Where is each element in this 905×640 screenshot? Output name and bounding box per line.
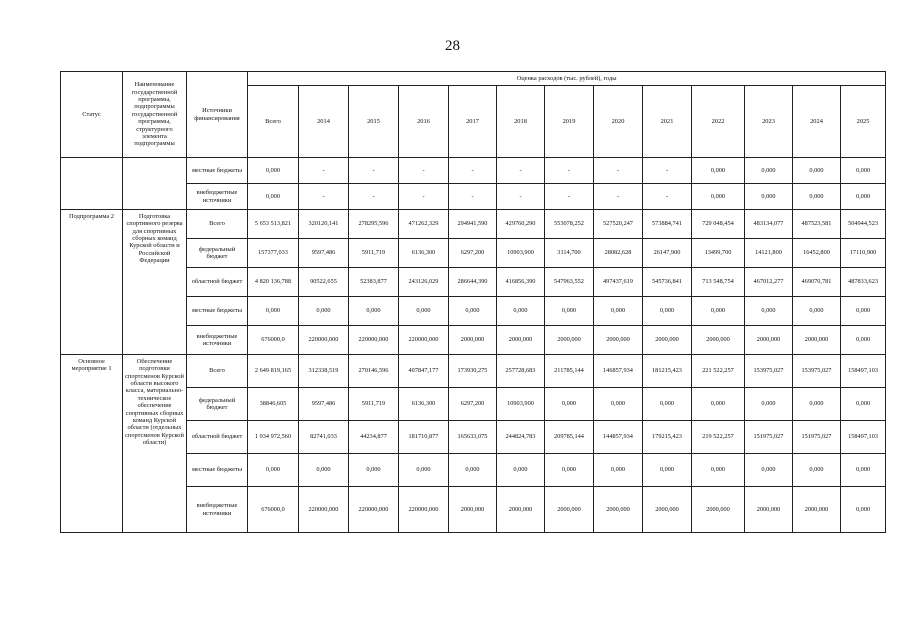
- value-cell: 151975,027: [793, 421, 841, 454]
- value-cell: 2000,000: [745, 487, 793, 533]
- value-cell: 90522,655: [299, 268, 349, 297]
- value-cell: 52383,877: [349, 268, 399, 297]
- value-cell: 0,000: [594, 454, 643, 487]
- value-cell: 0,000: [841, 388, 886, 421]
- value-cell: -: [545, 184, 594, 210]
- value-cell: 294941,590: [449, 210, 497, 239]
- funding-source: федеральный бюджет: [187, 239, 248, 268]
- value-cell: 26147,900: [643, 239, 692, 268]
- value-cell: 6136,300: [399, 239, 449, 268]
- funding-source: местные бюджеты: [187, 454, 248, 487]
- value-cell: 0,000: [497, 297, 545, 326]
- value-cell: 0,000: [594, 297, 643, 326]
- value-cell: -: [349, 158, 399, 184]
- value-cell: 469070,781: [793, 268, 841, 297]
- funding-source: федеральный бюджет: [187, 388, 248, 421]
- value-cell: 0,000: [449, 454, 497, 487]
- value-cell: -: [594, 158, 643, 184]
- value-cell: 0,000: [497, 454, 545, 487]
- expenditure-table: [60, 71, 886, 533]
- value-cell: 0,000: [692, 184, 745, 210]
- value-cell: 5 653 513,821: [248, 210, 299, 239]
- header-year-2020: 2020: [594, 86, 643, 158]
- section-status: Основное мероприятие 1: [61, 355, 123, 533]
- value-cell: 0,000: [793, 158, 841, 184]
- value-cell: 312338,519: [299, 355, 349, 388]
- value-cell: 38846,605: [248, 388, 299, 421]
- value-cell: 0,000: [594, 388, 643, 421]
- value-cell: 173930,275: [449, 355, 497, 388]
- value-cell: 220000,000: [349, 487, 399, 533]
- header-year-2018: 2018: [497, 86, 545, 158]
- value-cell: -: [399, 158, 449, 184]
- header-estimate: Оценка расходов (тыс. рублей), годы: [248, 72, 886, 86]
- value-cell: 17110,900: [841, 239, 886, 268]
- funding-source: внебюджетные источники: [187, 487, 248, 533]
- value-cell: -: [299, 158, 349, 184]
- value-cell: 497437,619: [594, 268, 643, 297]
- value-cell: 527520,247: [594, 210, 643, 239]
- value-cell: 0,000: [248, 184, 299, 210]
- value-cell: 221 522,257: [692, 355, 745, 388]
- value-cell: 153975,027: [793, 355, 841, 388]
- value-cell: 0,000: [643, 454, 692, 487]
- value-cell: 547963,552: [545, 268, 594, 297]
- value-cell: 10903,900: [497, 388, 545, 421]
- header-year-2025: 2025: [841, 86, 886, 158]
- value-cell: 676000,0: [248, 326, 299, 355]
- value-cell: 3114,700: [545, 239, 594, 268]
- value-cell: 2000,000: [449, 326, 497, 355]
- value-cell: 713 548,754: [692, 268, 745, 297]
- value-cell: 220000,000: [399, 326, 449, 355]
- value-cell: 2000,000: [692, 487, 745, 533]
- value-cell: 158497,103: [841, 421, 886, 454]
- value-cell: 0,000: [745, 158, 793, 184]
- value-cell: 179215,423: [643, 421, 692, 454]
- value-cell: 153975,027: [745, 355, 793, 388]
- funding-source: внебюджетные источники: [187, 326, 248, 355]
- section-name: Подготовка спортивного резерва для спортивных сборных команд Курской области и Российской Федерации: [123, 210, 187, 355]
- value-cell: 6297,200: [449, 388, 497, 421]
- value-cell: 257728,683: [497, 355, 545, 388]
- value-cell: 0,000: [399, 454, 449, 487]
- value-cell: 0,000: [841, 326, 886, 355]
- value-cell: 0,000: [299, 454, 349, 487]
- value-cell: 0,000: [793, 454, 841, 487]
- value-cell: 573884,741: [643, 210, 692, 239]
- value-cell: 2000,000: [497, 487, 545, 533]
- value-cell: 0,000: [399, 297, 449, 326]
- value-cell: 151975,027: [745, 421, 793, 454]
- value-cell: 5911,719: [349, 388, 399, 421]
- value-cell: 2000,000: [545, 326, 594, 355]
- value-cell: 2000,000: [594, 326, 643, 355]
- value-cell: 2000,000: [643, 487, 692, 533]
- value-cell: -: [449, 158, 497, 184]
- section-name: Обеспечение подготовки спортсменов Курской области высокого класса, материально-техническое обеспечение спортивных сборных команд Курской области (отдельных спортсменов Курской области): [123, 355, 187, 533]
- value-cell: 158497,103: [841, 355, 886, 388]
- value-cell: 0,000: [643, 388, 692, 421]
- value-cell: 220000,000: [299, 326, 349, 355]
- value-cell: 16452,800: [793, 239, 841, 268]
- value-cell: 9597,486: [299, 388, 349, 421]
- value-cell: 181710,877: [399, 421, 449, 454]
- value-cell: 0,000: [449, 297, 497, 326]
- value-cell: 504944,523: [841, 210, 886, 239]
- value-cell: 82741,033: [299, 421, 349, 454]
- value-cell: 146857,934: [594, 355, 643, 388]
- value-cell: 181215,423: [643, 355, 692, 388]
- value-cell: -: [545, 158, 594, 184]
- value-cell: 0,000: [745, 388, 793, 421]
- section-status: Подпрограмма 2: [61, 210, 123, 355]
- value-cell: 211785,144: [545, 355, 594, 388]
- value-cell: 2000,000: [449, 487, 497, 533]
- value-cell: 0,000: [841, 184, 886, 210]
- value-cell: 0,000: [545, 297, 594, 326]
- value-cell: 2000,000: [745, 326, 793, 355]
- header-year-total: Всего: [248, 86, 299, 158]
- header-year-2022: 2022: [692, 86, 745, 158]
- funding-source: местные бюджеты: [187, 297, 248, 326]
- value-cell: 0,000: [248, 297, 299, 326]
- value-cell: 2000,000: [692, 326, 745, 355]
- header-program-name: Наименование государственной программы, подпрограммы государственной программы, структурного элемента подпрограммы: [123, 72, 187, 158]
- value-cell: 13499,700: [692, 239, 745, 268]
- funding-source: Всего: [187, 355, 248, 388]
- funding-source: внебюджетные источники: [187, 184, 248, 210]
- funding-source: областной бюджет: [187, 268, 248, 297]
- value-cell: 0,000: [349, 454, 399, 487]
- value-cell: 0,000: [248, 158, 299, 184]
- value-cell: 0,000: [299, 297, 349, 326]
- value-cell: 0,000: [793, 297, 841, 326]
- value-cell: 270146,596: [349, 355, 399, 388]
- table-row: [61, 355, 886, 388]
- value-cell: -: [299, 184, 349, 210]
- value-cell: 0,000: [745, 297, 793, 326]
- value-cell: -: [643, 158, 692, 184]
- value-cell: 416856,390: [497, 268, 545, 297]
- value-cell: 2000,000: [594, 487, 643, 533]
- value-cell: 0,000: [643, 297, 692, 326]
- table-row: [61, 210, 886, 239]
- value-cell: 165633,075: [449, 421, 497, 454]
- section-status: [61, 158, 123, 210]
- value-cell: 2000,000: [545, 487, 594, 533]
- value-cell: -: [449, 184, 497, 210]
- value-cell: 10903,900: [497, 239, 545, 268]
- header-year-2024: 2024: [793, 86, 841, 158]
- value-cell: 209785,144: [545, 421, 594, 454]
- value-cell: 407847,177: [399, 355, 449, 388]
- value-cell: 220000,000: [399, 487, 449, 533]
- value-cell: 4 820 136,788: [248, 268, 299, 297]
- value-cell: 244824,783: [497, 421, 545, 454]
- value-cell: 0,000: [841, 297, 886, 326]
- value-cell: 44234,877: [349, 421, 399, 454]
- value-cell: 320120,141: [299, 210, 349, 239]
- header-year-2019: 2019: [545, 86, 594, 158]
- page-number: 28: [445, 38, 460, 54]
- value-cell: 0,000: [349, 297, 399, 326]
- value-cell: 2000,000: [793, 326, 841, 355]
- value-cell: -: [497, 184, 545, 210]
- value-cell: 0,000: [692, 454, 745, 487]
- value-cell: 144857,934: [594, 421, 643, 454]
- value-cell: 0,000: [692, 158, 745, 184]
- value-cell: 0,000: [545, 454, 594, 487]
- header-status: Статус: [61, 72, 123, 158]
- value-cell: 429760,290: [497, 210, 545, 239]
- value-cell: 0,000: [841, 454, 886, 487]
- value-cell: 1 934 972,560: [248, 421, 299, 454]
- value-cell: 0,000: [248, 454, 299, 487]
- value-cell: -: [399, 184, 449, 210]
- value-cell: 6297,200: [449, 239, 497, 268]
- value-cell: 0,000: [841, 158, 886, 184]
- header-sources: Источники финансирования: [187, 72, 248, 158]
- value-cell: 0,000: [745, 184, 793, 210]
- value-cell: -: [643, 184, 692, 210]
- header-year-2021: 2021: [643, 86, 692, 158]
- value-cell: 0,000: [793, 184, 841, 210]
- funding-source: областной бюджет: [187, 421, 248, 454]
- value-cell: 0,000: [692, 297, 745, 326]
- value-cell: 5911,719: [349, 239, 399, 268]
- section-name: [123, 158, 187, 210]
- value-cell: 0,000: [745, 454, 793, 487]
- value-cell: 28082,628: [594, 239, 643, 268]
- value-cell: 676000,0: [248, 487, 299, 533]
- value-cell: 220000,000: [349, 326, 399, 355]
- value-cell: -: [349, 184, 399, 210]
- value-cell: -: [594, 184, 643, 210]
- value-cell: 0,000: [841, 487, 886, 533]
- value-cell: 219 522,257: [692, 421, 745, 454]
- value-cell: 487833,623: [841, 268, 886, 297]
- value-cell: 9597,486: [299, 239, 349, 268]
- value-cell: 0,000: [545, 388, 594, 421]
- table-row: [61, 158, 886, 184]
- value-cell: 14121,800: [745, 239, 793, 268]
- header-year-2015: 2015: [349, 86, 399, 158]
- value-cell: 2000,000: [793, 487, 841, 533]
- value-cell: 286644,390: [449, 268, 497, 297]
- value-cell: 487523,581: [793, 210, 841, 239]
- value-cell: 0,000: [793, 388, 841, 421]
- value-cell: 278295,596: [349, 210, 399, 239]
- value-cell: 220000,000: [299, 487, 349, 533]
- header-year-2017: 2017: [449, 86, 497, 158]
- value-cell: 729 048,454: [692, 210, 745, 239]
- value-cell: 243126,029: [399, 268, 449, 297]
- value-cell: 0,000: [692, 388, 745, 421]
- header-year-2014: 2014: [299, 86, 349, 158]
- value-cell: 6136,300: [399, 388, 449, 421]
- value-cell: 553078,252: [545, 210, 594, 239]
- value-cell: 483134,077: [745, 210, 793, 239]
- value-cell: 545736,841: [643, 268, 692, 297]
- value-cell: 2000,000: [643, 326, 692, 355]
- header-year-2023: 2023: [745, 86, 793, 158]
- value-cell: 2 649 819,165: [248, 355, 299, 388]
- value-cell: 2000,000: [497, 326, 545, 355]
- value-cell: 471262,329: [399, 210, 449, 239]
- value-cell: 157377,033: [248, 239, 299, 268]
- funding-source: местные бюджеты: [187, 158, 248, 184]
- value-cell: -: [497, 158, 545, 184]
- value-cell: 467012,277: [745, 268, 793, 297]
- funding-source: Всего: [187, 210, 248, 239]
- header-year-2016: 2016: [399, 86, 449, 158]
